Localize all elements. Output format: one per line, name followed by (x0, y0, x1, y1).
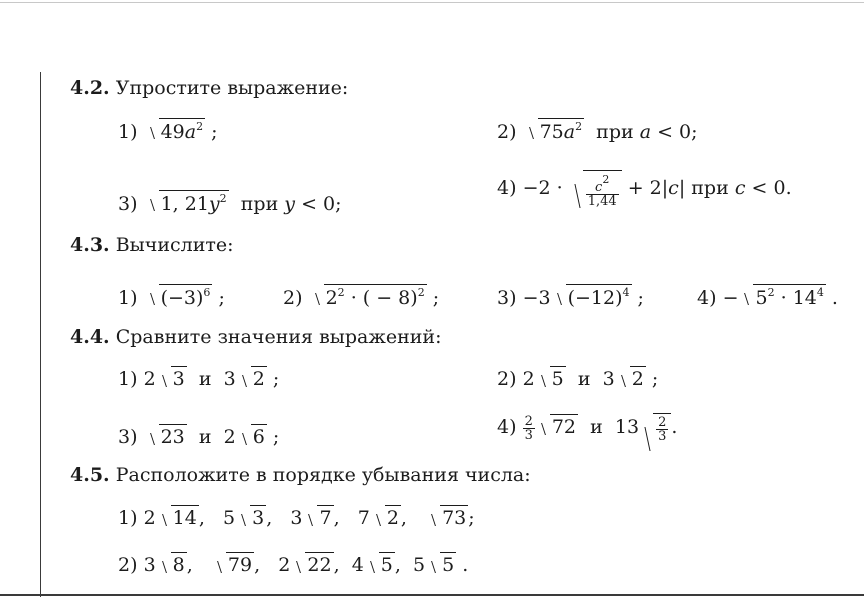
sqrt: 73 (427, 505, 468, 529)
ex43-item-1: 1) $(-3)^6$ ; (118, 286, 225, 309)
exercise-number: 4.3. (70, 234, 110, 256)
item-label: 4) (497, 416, 517, 438)
item-label: 3) (118, 193, 138, 215)
exercise-number: 4.2. (70, 77, 110, 99)
ex42-item-2: 2) $75a^2$ при a < 0; (497, 120, 698, 143)
ex44-item-2: 2) 2 5 и 3 2 ; (497, 368, 659, 390)
sqrt: 72 (537, 414, 578, 438)
item-label: 3) (497, 287, 517, 309)
ex45-item-2: 2) 3 8 , 79 , 2 22 , 4 5 , 5 5 . (118, 554, 469, 576)
ex42-item-3: 3) 1, $21y^2$ при y < 0; (118, 192, 342, 215)
sqrt: 5 (427, 552, 456, 576)
sqrt: 23 (146, 424, 187, 448)
sqrt: $2^2$ · ( − 8)$^2$ (311, 284, 427, 309)
exercise-4-4-header (70, 325, 442, 349)
sqrt: $75a^2$ (525, 118, 585, 143)
ex43-item-4: $4) - 5^2 \cdot 14^4$ . (697, 286, 838, 309)
sqrt: 3 (237, 505, 266, 529)
item-label: 2) (283, 287, 303, 309)
sqrt: $49a^2$ (146, 118, 206, 143)
item-label: 4) (697, 287, 717, 309)
ex42-item-1: 1) $49a^2$ ; (118, 120, 218, 143)
sqrt: 2 (372, 505, 401, 529)
sqrt: 14 (158, 505, 199, 529)
item-label: 3) (118, 426, 138, 448)
sqrt: 2 (238, 366, 267, 390)
sqrt: 8 (158, 552, 187, 576)
sqrt: 6 (238, 424, 267, 448)
ex43-item-3: 3) −3 $(-12)^4$ ; (497, 286, 644, 309)
exercise-title: Упростите выражение: (115, 77, 349, 99)
ex44-item-3: 3) 23 и 2 6 ; (118, 426, 280, 448)
sqrt: 1, $21y^2$ (146, 190, 229, 215)
sqrt: 5 (366, 552, 395, 576)
item-label: 2) (118, 554, 138, 576)
ex44-item-1: 1) 2 3 и 3 2 ; (118, 368, 280, 390)
sqrt: 3 (158, 366, 187, 390)
item-label: 2) (497, 121, 517, 143)
sqrt: 5 (537, 366, 566, 390)
ex42-item-4: 4) −2 · $\frac{c^2}{1,44}$ + 2|c| при c < 0. (497, 170, 792, 208)
sqrt: 2 (617, 366, 646, 390)
item-label: 2) (497, 368, 517, 390)
exercise-4-5-header (70, 463, 531, 487)
exercise-4-2-header (70, 76, 348, 100)
sqrt-fraction: $\frac{2}{3}$ (639, 413, 671, 443)
item-label: 1) (118, 121, 138, 143)
ex45-item-1: 1) 2 14 , 5 3 , 3 7 , 7 2 , 73 ; (118, 507, 475, 529)
exercise-number: 4.4. (70, 326, 110, 348)
sqrt: $(-12)^4$ (553, 284, 632, 309)
exercise-title: Расположите в порядке убывания числа: (115, 464, 531, 486)
ex43-item-2: 2) $2^2$ · ( − 8)$^2$ ; (283, 286, 440, 309)
exercise-number: 4.5. (70, 464, 110, 486)
exercise-title: Сравните значения выражений: (115, 326, 442, 348)
sqrt-fraction: $\frac{c^2}{1,44}$ (569, 170, 622, 208)
item-label: 1) (118, 287, 138, 309)
fraction: $\frac{2}{3}$ (524, 413, 533, 443)
sqrt: 7 (304, 505, 333, 529)
item-label: 1) (118, 507, 138, 529)
sqrt: 22 (292, 552, 333, 576)
sqrt: $5^2 \cdot 14^4$ (740, 284, 825, 309)
exercise-4-3-header (70, 233, 234, 257)
item-label: 4) (497, 177, 517, 199)
item-label: 1) (118, 368, 138, 390)
exercise-title: Вычислите: (115, 234, 234, 256)
sqrt: 79 (213, 552, 254, 576)
sqrt: $(-3)^6$ (146, 284, 213, 309)
ex44-item-4: 4) $\frac{2}{3}$ 72 и 13 $\frac{2}{3}$ . (497, 413, 678, 444)
